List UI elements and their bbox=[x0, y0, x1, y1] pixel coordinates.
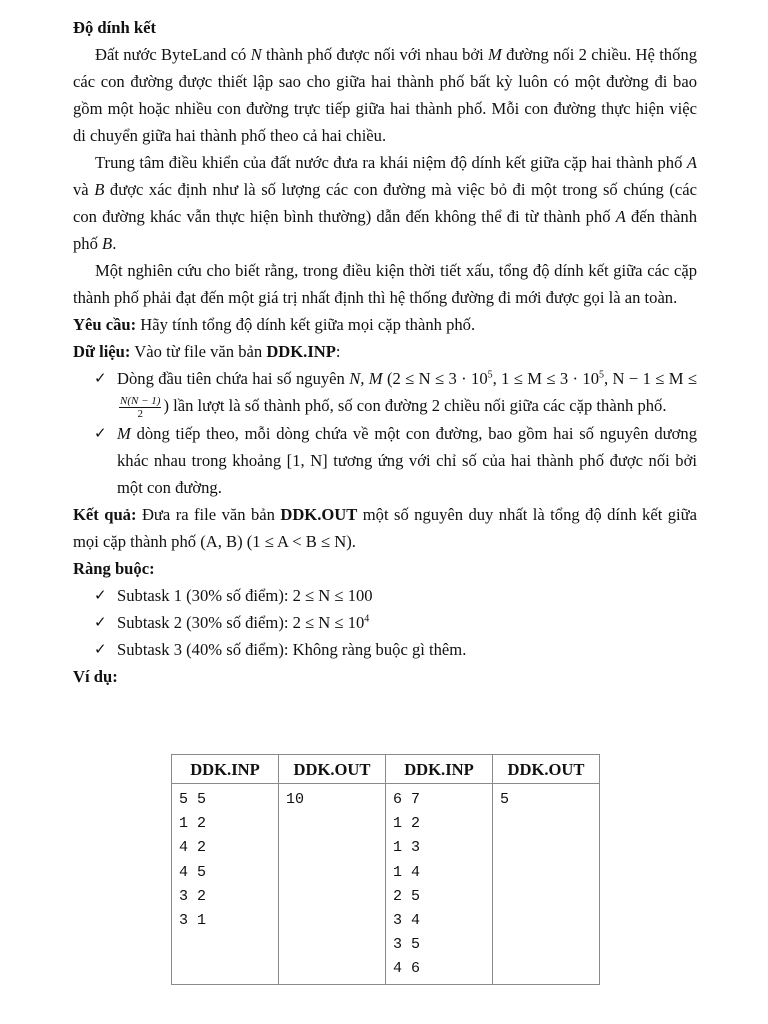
example-1-input: 5 5 1 2 4 2 4 5 3 2 3 1 bbox=[172, 784, 279, 985]
check-icon: ✓ bbox=[94, 639, 107, 658]
fraction: $\frac{N(N - 1)}{2}$ bbox=[120, 394, 161, 420]
header-input-2: DDK.INP bbox=[386, 755, 493, 784]
subtask-1: ✓ Subtask 1 (30% số điểm): 2 ≤ N ≤ 100 bbox=[117, 582, 697, 609]
constraints-heading: Ràng buộc: bbox=[73, 558, 155, 578]
problem-title: Độ dính kết bbox=[73, 18, 156, 37]
check-icon: ✓ bbox=[94, 612, 107, 631]
example-label: Ví dụ: bbox=[73, 666, 118, 686]
example-2-output: 5 bbox=[493, 784, 600, 985]
example-1-output: 10 bbox=[279, 784, 386, 985]
constraints-list bbox=[73, 582, 697, 663]
check-icon: ✓ bbox=[94, 369, 107, 387]
intro-paragraph-2: Trung tâm điều khiển của đất nước đưa ra khái niệm độ dính kết giữa cặp hai thành phố A và B được xác định như là số lượng các con đường mà việc bỏ đi một trong số chúng (các con đường khác vẫn thực hiện bình thường) dẫn đến không thể đi từ thành phố A đến thành phố B. bbox=[73, 153, 697, 253]
subtask-3: ✓ Subtask 3 (40% số điểm): Không ràng buộc gì thêm. bbox=[117, 636, 697, 663]
subtask-2: ✓ Subtask 2 (30% số điểm): $2 \le N \le 10^4$ bbox=[117, 609, 697, 636]
intro-paragraph-3: Một nghiên cứu cho biết rằng, trong điều kiện thời tiết xấu, tổng độ dính kết giữa các cặp thành phố phải đạt đến một giá trị nhất định thì hệ thống đường đi mới được gọi là an toàn. bbox=[73, 261, 697, 307]
input-bullets bbox=[73, 365, 697, 501]
example-table bbox=[171, 754, 600, 985]
output-section: Kết quả: Đưa ra file văn bản DDK.OUT một số nguyên duy nhất là tổng độ dính kết giữa mọi cặp thành phố (A, B) (1 ≤ A < B ≤ N). bbox=[73, 504, 698, 551]
input-bullet-next-lines: ✓ M dòng tiếp theo, mỗi dòng chứa về một con đường, bao gồm hai số nguyên dương khác nhau trong khoảng [1, N] tương ứng với chỉ số của hai thành phố được nối bởi một con đường. bbox=[117, 420, 697, 501]
problem-statement bbox=[73, 14, 697, 690]
intro-paragraph-1: Đất nước ByteLand có N thành phố được nối với nhau bởi M đường nối 2 chiều. Hệ thống các con đường được thiết lập sao cho giữa hai thành phố bất kỳ luôn có một đường đi bao gồm một hoặc nhiều con đường trực tiếp giữa hai thành phố. Mỗi con đường thực hiện việc di chuyển giữa hai thành phố theo cả hai chiều. bbox=[73, 45, 697, 145]
input-section: Dữ liệu: Vào từ file văn bản DDK.INP: bbox=[73, 342, 341, 361]
table-row bbox=[172, 784, 600, 985]
header-output-2: DDK.OUT bbox=[493, 755, 600, 784]
check-icon: ✓ bbox=[94, 423, 107, 442]
request-section: Yêu cầu: Hãy tính tổng độ dính kết giữa mọi cặp thành phố. bbox=[73, 315, 476, 334]
table-header-row bbox=[172, 755, 600, 784]
check-icon: ✓ bbox=[94, 585, 107, 604]
header-output-1: DDK.OUT bbox=[279, 755, 386, 784]
header-input-1: DDK.INP bbox=[172, 755, 279, 784]
example-2-input: 6 7 1 2 1 3 1 4 2 5 3 4 3 5 4 6 bbox=[386, 784, 493, 985]
input-bullet-first-line: ✓ Dòng đầu tiên chứa hai số nguyên N, M ($2 \le N \le 3 \cdot 10^5$, $1 \le M \le 3 \cdot 10^5$, N − 1 ≤ M ≤ $\frac{N(N - 1)}{2}$ ) lần lượt là số thành phố, số con đường 2 chiều nối giữa các cặp thành phố. bbox=[117, 365, 697, 420]
